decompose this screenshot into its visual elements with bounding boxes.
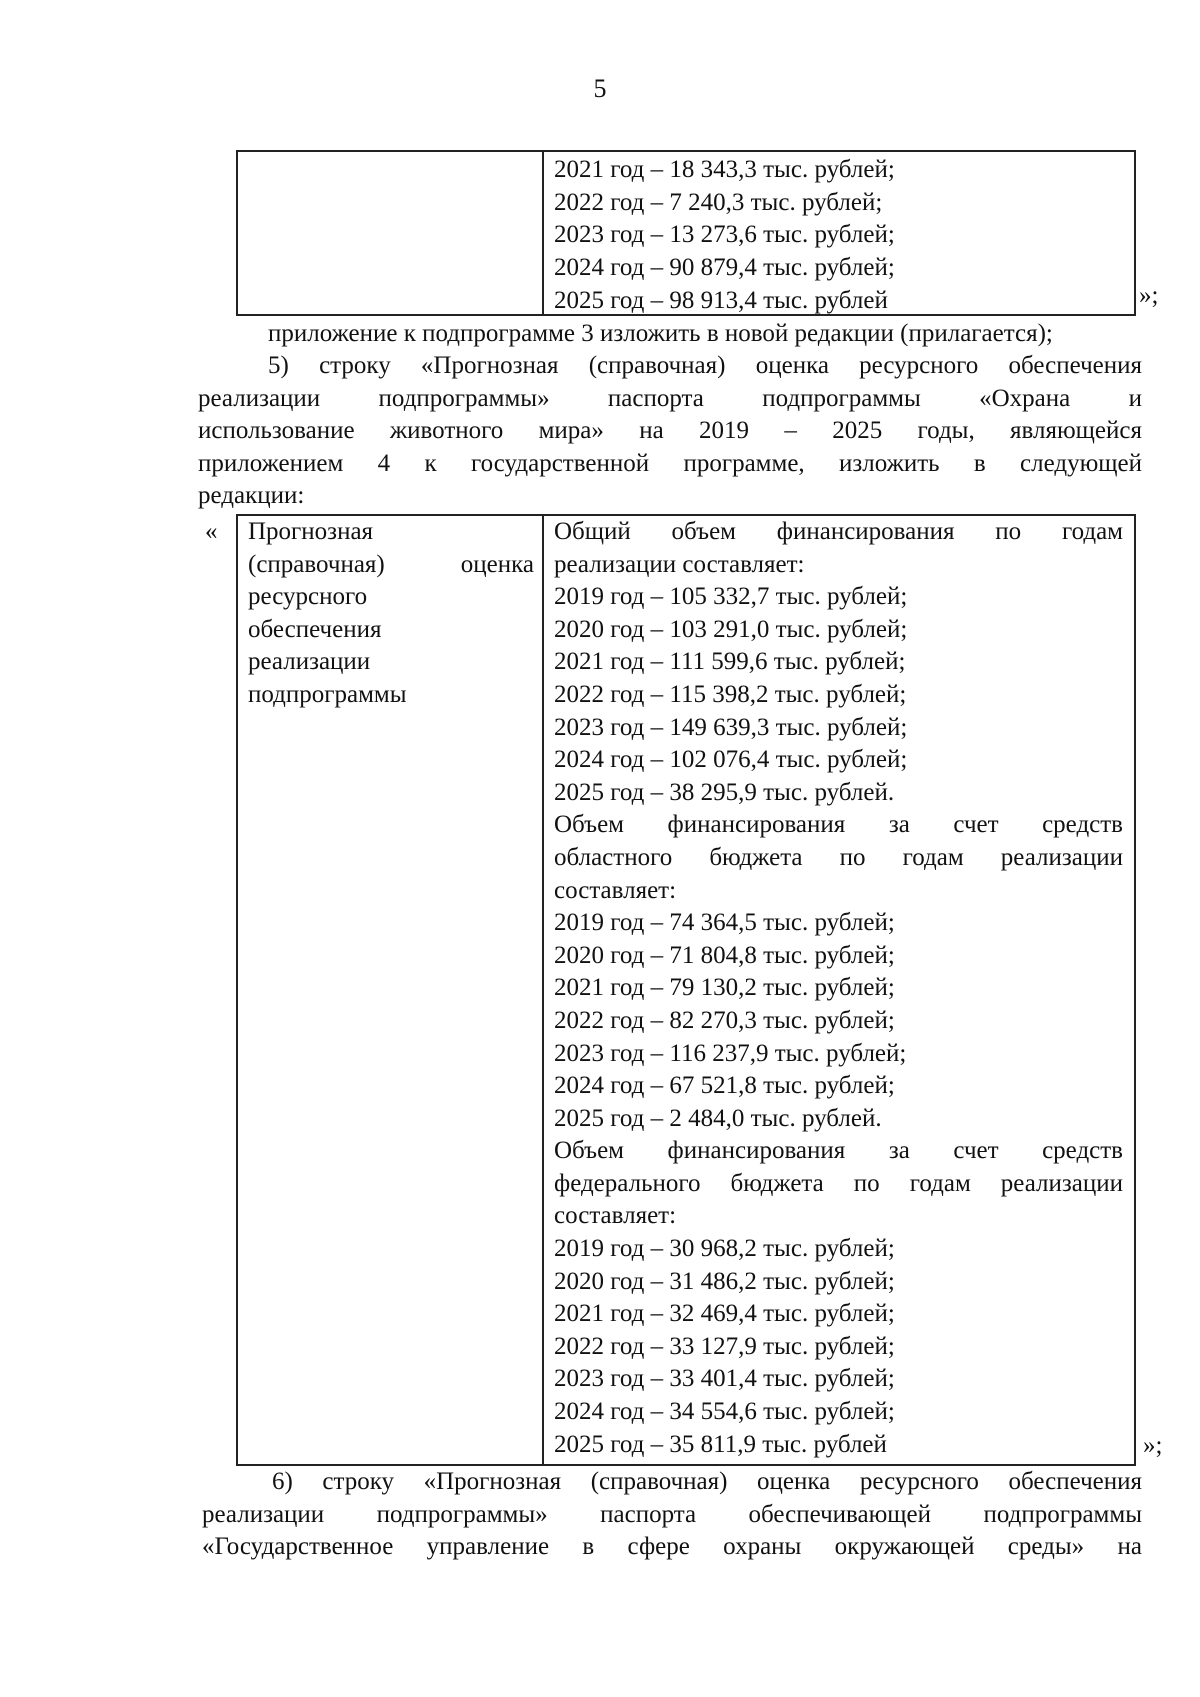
paragraph-6: [202, 1466, 1142, 1564]
funding-table: [236, 514, 1136, 1466]
table-line: 2023 год – 149 639,3 тыс. рублей;: [554, 713, 908, 741]
closing-quote-mark: »;: [1139, 282, 1159, 309]
paragraph-line: 6) строку «Прогнозная (справочная) оценка ресурсного обеспечения: [272, 1468, 1142, 1495]
table-line: 2019 год – 30 968,2 тыс. рублей;: [554, 1235, 895, 1263]
table-line: 2024 год – 102 076,4 тыс. рублей;: [554, 746, 908, 774]
table-line: 2025 год – 98 913,4 тыс. рублей: [554, 286, 888, 314]
table-line: 2021 год – 79 130,2 тыс. рублей;: [554, 974, 895, 1002]
table-line: 2021 год – 111 599,6 тыс. рублей;: [554, 648, 906, 676]
row-label-line: ресурсного: [248, 583, 368, 611]
table-right-cell: [544, 516, 1132, 1464]
table-line: 2020 год – 71 804,8 тыс. рублей;: [554, 941, 895, 969]
paragraph-line: реализации подпрограммы» паспорта обеспечивающей подпрограммы: [202, 1500, 1142, 1528]
table-line: 2022 год – 33 127,9 тыс. рублей;: [554, 1332, 895, 1360]
table-line: 2021 год – 32 469,4 тыс. рублей;: [554, 1300, 895, 1328]
row-label-line: обеспечения: [248, 615, 382, 643]
table-line: 2025 год – 2 484,0 тыс. рублей.: [554, 1104, 882, 1132]
table-left-cell: [238, 516, 544, 1464]
table-line: составляет:: [554, 1202, 677, 1230]
opening-quote-mark: «: [205, 518, 218, 545]
table-line: 2024 год – 34 554,6 тыс. рублей;: [554, 1398, 895, 1426]
table-line: 2024 год – 90 879,4 тыс. рублей;: [554, 254, 895, 282]
row-label-line: подпрограммы: [248, 680, 407, 708]
row-label-line: (справочная) оценка: [248, 550, 534, 578]
table-line: 2021 год – 18 343,3 тыс. рублей;: [554, 156, 895, 183]
paragraph-line: редакции:: [198, 482, 305, 509]
appendix-paragraph: [198, 318, 1142, 351]
table-line: Объем финансирования за счет средств: [554, 811, 1123, 839]
table-line: 2019 год – 105 332,7 тыс. рублей;: [554, 583, 908, 611]
table-right-cell: [544, 152, 1132, 314]
paragraph-line: 5) строку «Прогнозная (справочная) оценка ресурсного обеспечения: [268, 352, 1142, 379]
row-label-line: реализации: [248, 648, 371, 676]
table-line: областного бюджета по годам реализации: [554, 843, 1123, 871]
page-number: 5: [593, 74, 607, 103]
table-line: 2020 год – 103 291,0 тыс. рублей;: [554, 615, 908, 643]
table-line: 2025 год – 35 811,9 тыс. рублей: [554, 1430, 887, 1458]
table-line: 2019 год – 74 364,5 тыс. рублей;: [554, 909, 895, 937]
paragraph-5: [198, 350, 1142, 513]
table-line: 2020 год – 31 486,2 тыс. рублей;: [554, 1267, 895, 1295]
row-label-line: Прогнозная: [248, 518, 374, 545]
table-line: 2024 год – 67 521,8 тыс. рублей;: [554, 1072, 895, 1100]
table-line: федерального бюджета по годам реализации: [554, 1169, 1123, 1197]
paragraph-line: приложение к подпрограмме 3 изложить в новой редакции (прилагается);: [268, 320, 1053, 347]
table-line: составляет:: [554, 876, 677, 904]
table-line: 2025 год – 38 295,9 тыс. рублей.: [554, 778, 895, 806]
paragraph-line: реализации подпрограммы» паспорта подпрограммы «Охрана и: [198, 384, 1142, 412]
funding-table-continuation: [236, 150, 1136, 316]
table-line: 2022 год – 82 270,3 тыс. рублей;: [554, 1006, 895, 1034]
table-line: 2023 год – 13 273,6 тыс. рублей;: [554, 221, 895, 249]
paragraph-line: использование животного мира» на 2019 – 2025 годы, являющейся: [198, 417, 1142, 444]
table-line: 2022 год – 7 240,3 тыс. рублей;: [554, 188, 883, 216]
paragraph-line: приложением 4 к государственной программе, изложить в следующей: [198, 449, 1142, 477]
paragraph-line: «Государственное управление в сфере охраны окружающей среды» на: [202, 1533, 1142, 1560]
table-left-cell: [238, 152, 544, 314]
table-line: 2023 год – 116 237,9 тыс. рублей;: [554, 1039, 907, 1067]
table-line: Объем финансирования за счет средств: [554, 1137, 1123, 1165]
table-line: реализации составляет:: [554, 550, 805, 578]
table-line: Общий объем финансирования по годам: [554, 518, 1123, 545]
table-line: 2022 год – 115 398,2 тыс. рублей;: [554, 680, 907, 708]
closing-quote-mark: »;: [1143, 1432, 1163, 1459]
table-line: 2023 год – 33 401,4 тыс. рублей;: [554, 1365, 895, 1393]
